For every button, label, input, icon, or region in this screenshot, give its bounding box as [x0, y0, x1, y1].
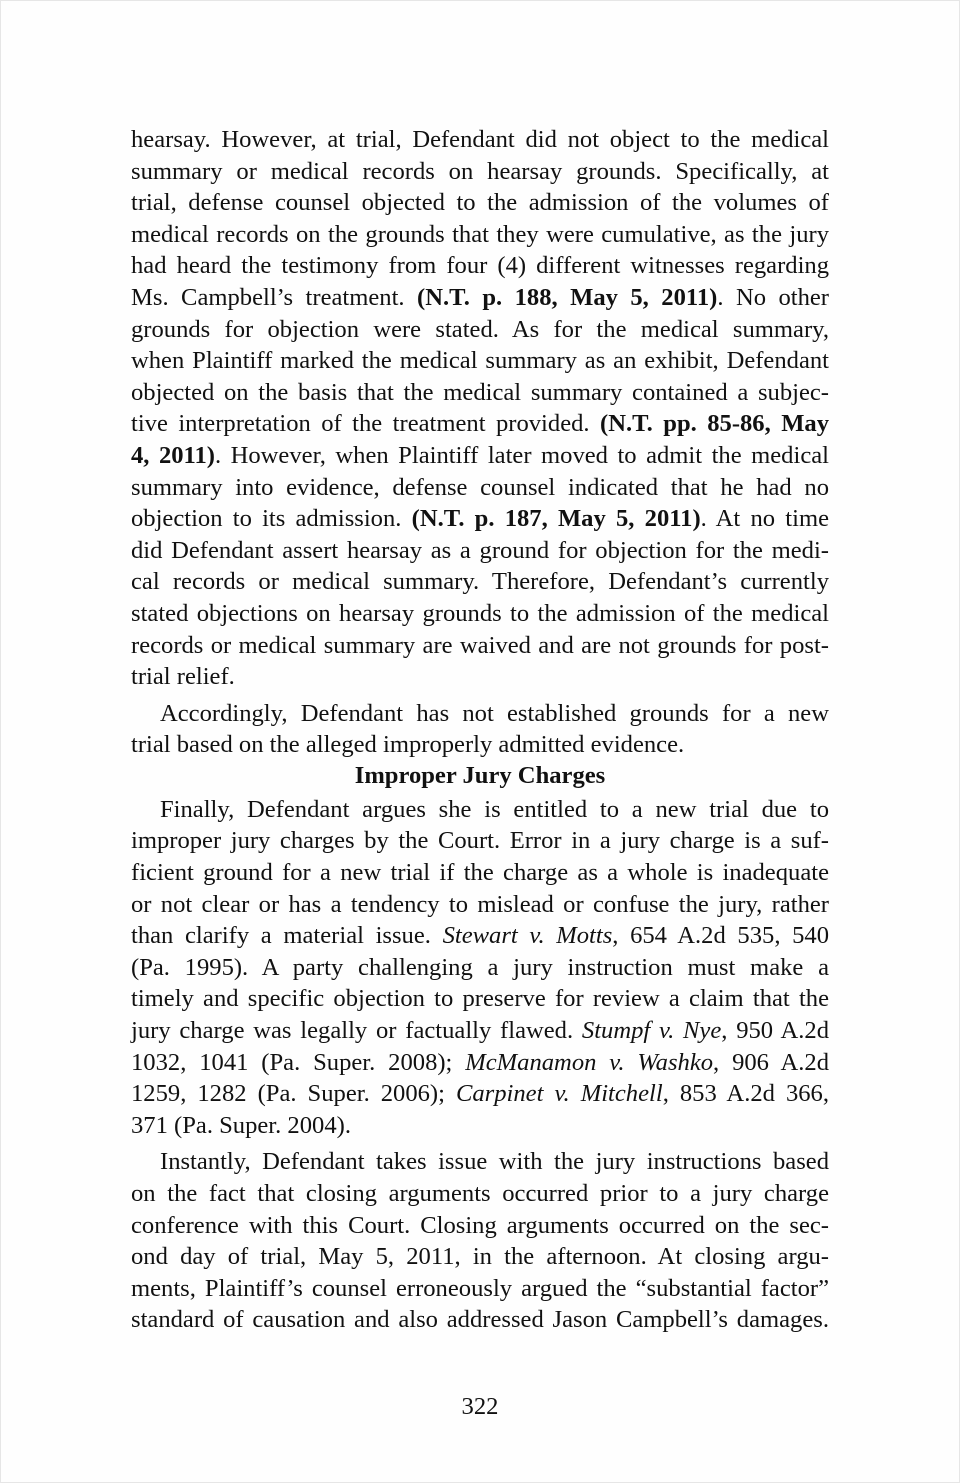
text-line: [131, 1015, 829, 1047]
text-line: grounds for objection were stated. As for the medical summary,: [131, 315, 829, 343]
text-line: Accordingly, Defendant has not established grounds for a new: [160, 699, 829, 727]
case-name: Stumpf v. Nye: [581, 1017, 722, 1045]
text-line: [131, 408, 829, 440]
text-line: timely and specific objection to preserve for review a claim that the: [131, 985, 829, 1013]
text-line: ments, Plaintiff’s counsel erroneously argued the “substantial factor”: [131, 1274, 829, 1302]
text-run: tive interpretation of the treatment provided.: [131, 410, 600, 438]
text-line: or not clear or has a tendency to mislead or confuse the jury, rather: [131, 890, 829, 918]
text-line: hearsay. However, at trial, Defendant did not object to the medical: [131, 126, 829, 153]
text-line: had heard the testimony from four (4) different witnesses regarding: [131, 252, 829, 280]
text-line: trial based on the alleged improperly admitted evidence.: [131, 731, 685, 759]
text-run: , 950 A.2d: [721, 1017, 830, 1045]
text-run: 1259, 1282 (Pa. Super. 2006);: [131, 1080, 456, 1108]
text-line: [131, 503, 829, 535]
text-line: ond day of trial, May 5, 2011, in the afternoon. At closing argu-: [131, 1243, 829, 1271]
text-line: improper jury charges by the Court. Error in a jury charge is a suf-: [131, 827, 829, 855]
record-citation: (N.T. p. 188, May 5, 2011): [417, 283, 718, 311]
text-line: [131, 920, 829, 952]
text-line: cal records or medical summary. Therefore, Defendant’s currently: [131, 568, 829, 596]
text-run: . At no time: [700, 505, 829, 533]
text-run: than clarify a material issue.: [131, 922, 443, 950]
text-line: medical records on the grounds that they were cumulative, as the jury: [131, 220, 829, 248]
case-name: Stewart v. Motts: [442, 922, 613, 950]
text-line: stated objections on hearsay grounds to the admission of the medical: [131, 599, 829, 627]
body-text: [131, 124, 829, 1336]
text-line: ficient ground for a new trial if the charge as a whole is inadequate: [131, 859, 829, 887]
text-run: 1032, 1041 (Pa. Super. 2008);: [131, 1048, 466, 1076]
text-run: , 853 A.2d 366,: [662, 1080, 830, 1108]
record-citation: 4, 2011): [131, 441, 215, 469]
text-run: jury charge was legally or factually flawed.: [131, 1017, 582, 1045]
text-line: records or medical summary are waived and are not grounds for post-: [131, 631, 829, 659]
paragraph: [131, 124, 829, 693]
text-line: standard of causation and also addressed Jason Campbell’s damages.: [131, 1306, 829, 1334]
text-line: on the fact that closing arguments occurred prior to a jury charge: [131, 1180, 829, 1207]
paragraph: [131, 698, 829, 761]
record-citation: (N.T. pp. 85-86, May: [600, 410, 829, 438]
text-line: conference with this Court. Closing arguments occurred on the sec-: [131, 1211, 829, 1239]
paragraph: [131, 1146, 829, 1336]
text-line: trial relief.: [131, 663, 235, 691]
record-citation: (N.T. p. 187, May 5, 2011): [411, 505, 701, 533]
text-line: (Pa. 1995). A party challenging a jury instruction must make a: [131, 953, 829, 981]
text-line: [131, 282, 829, 314]
text-run: . No other: [717, 283, 829, 311]
case-name: Carpinet v. Mitchell: [455, 1080, 663, 1108]
text-line: [131, 1047, 829, 1079]
text-line: trial, defense counsel objected to the admission of the volumes of: [131, 189, 829, 217]
section-heading: Improper Jury Charges: [354, 761, 606, 789]
text-line: 371 (Pa. Super. 2004).: [131, 1111, 351, 1139]
text-line: Instantly, Defendant takes issue with the jury instructions based: [160, 1148, 829, 1176]
text-run: Ms. Campbell’s treatment.: [131, 283, 418, 311]
text-line: when Plaintiff marked the medical summary as an exhibit, Defendant: [131, 347, 829, 375]
text-run: , 654 A.2d 535, 540: [612, 922, 829, 950]
text-line: [131, 1078, 829, 1110]
case-name: McManamon v. Washko: [465, 1048, 714, 1076]
text-run: , 906 A.2d: [713, 1048, 830, 1076]
paragraph: [131, 794, 829, 1142]
text-line: objected on the basis that the medical summary contained a subjec-: [131, 378, 829, 406]
text-line: did Defendant assert hearsay as a ground for objection for the medi-: [131, 536, 829, 564]
page-number: 322: [461, 1393, 499, 1420]
text-run: . However, when Plaintiff later moved to admit the medical: [214, 441, 829, 469]
text-run: objection to its admission.: [131, 505, 412, 533]
text-line: [131, 440, 829, 472]
text-line: summary or medical records on hearsay grounds. Specifically, at: [131, 157, 829, 185]
text-line: Finally, Defendant argues she is entitled to a new trial due to: [160, 795, 829, 823]
text-line: summary into evidence, defense counsel indicated that he had no: [131, 473, 829, 501]
